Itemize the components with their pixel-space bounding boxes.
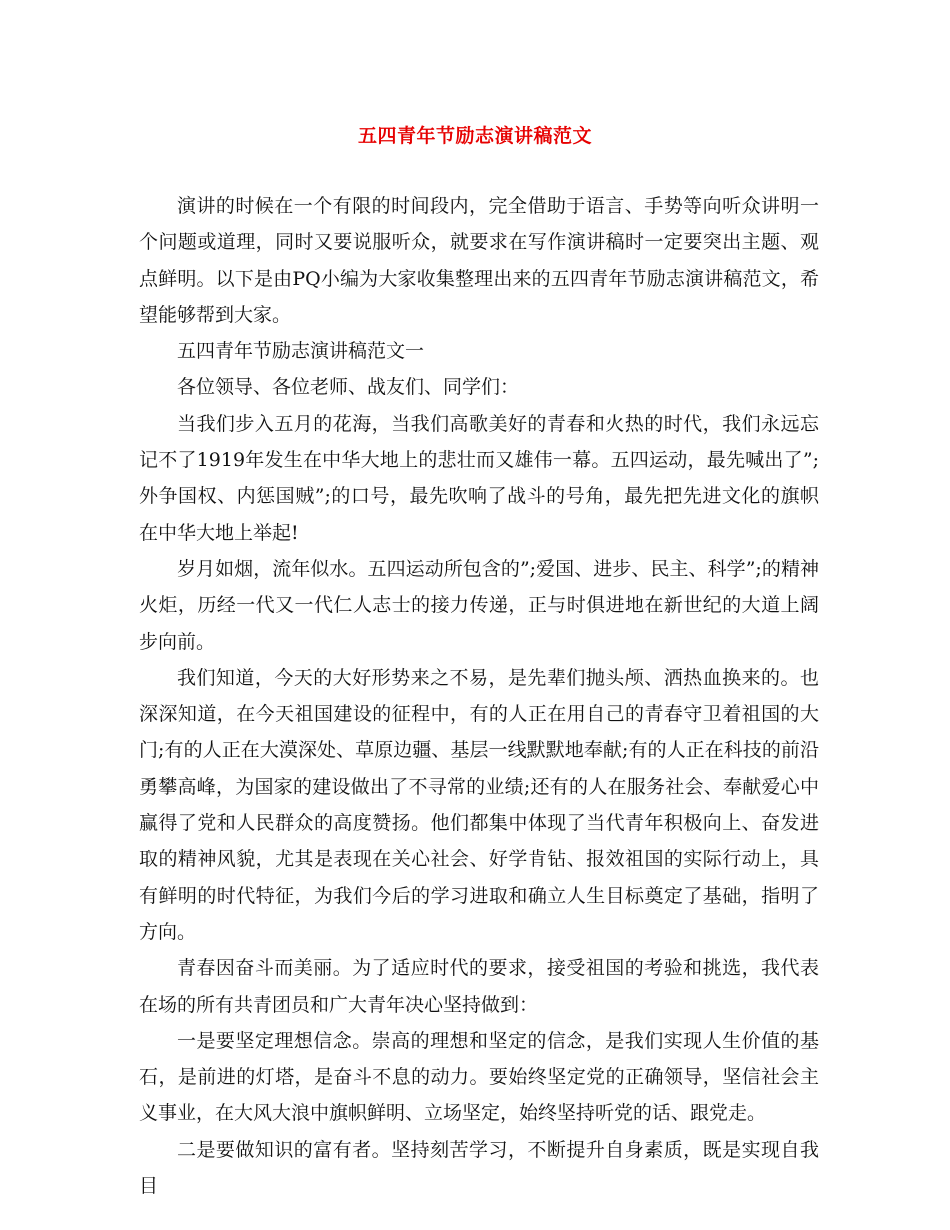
paragraph: 当我们步入五月的花海，当我们高歌美好的青春和火热的时代，我们永远忘记不了1919年发生在中华大地上的悲壮而又雄伟一幕。五四运动，最先喊出了”;外争国权、内惩国贼”;的口号，最先吹响了战斗的号角，最先把先进文化的旗帜在中华大地上举起! (139, 412, 819, 544)
paragraph: 青春因奋斗而美丽。为了适应时代的要求，接受祖国的考验和挑选，我代表在场的所有共青团员和广大青年决心坚持做到： (139, 957, 819, 1016)
paragraph-subheading: 五四青年节励志演讲稿范文一 (177, 340, 425, 363)
document-body (139, 188, 819, 1204)
paragraph: 我们知道，今天的大好形势来之不易，是先辈们抛头颅、洒热血换来的。也深深知道，在今天祖国建设的征程中，有的人正在用自己的青春守卫着祖国的大门;有的人正在大漠深处、草原边疆、基层一线默默地奉献;有的人正在科技的前沿勇攀高峰，为国家的建设做出了不寻常的业绩;还有的人在服务社会、奉献爱心中赢得了党和人民群众的高度赞扬。他们都集中体现了当代青年积极向上、奋发进取的精神风貌，尤其是表现在关心社会、好学肯钻、报效祖国的实际行动上，具有鲜明的时代特征，为我们今后的学习进取和确立人生目标奠定了基础，指明了方向。 (139, 666, 819, 943)
document-title: 五四青年节励志演讲稿范文 (357, 125, 592, 147)
paragraph: 二是要做知识的富有者。坚持刻苦学习，不断提升自身素质，既是实现自我目 (139, 1138, 819, 1198)
paragraph-intro: 演讲的时候在一个有限的时间段内，完全借助于语言、手势等向听众讲明一个问题或道理，同时又要说服听众，就要求在写作演讲稿时一定要突出主题、观点鲜明。以下是由PQ小编为大家收集整理出来的五四青年节励志演讲稿范文，希望能够帮到大家。 (139, 195, 819, 326)
paragraph-salutation: 各位领导、各位老师、战友们、同学们： (177, 376, 520, 399)
paragraph: 岁月如烟，流年似水。五四运动所包含的”;爱国、进步、民主、科学”;的精神火炬，历经一代又一代仁人志士的接力传递，正与时俱进地在新世纪的大道上阔步向前。 (139, 557, 819, 653)
paragraph: 一是要坚定理想信念。崇高的理想和坚定的信念，是我们实现人生价值的基石，是前进的灯塔，是奋斗不息的动力。要始终坚定党的正确领导，坚信社会主义事业，在大风大浪中旗帜鲜明、立场坚定，始终坚持听党的话、跟党走。 (139, 1029, 819, 1125)
